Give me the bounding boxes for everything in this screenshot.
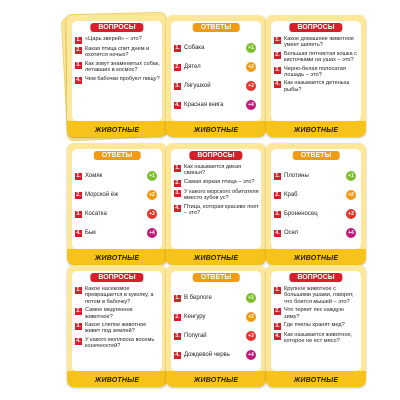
answer-item — [174, 76, 259, 95]
question-text: У какого морского обитателя вместо зубов ус? — [184, 188, 259, 202]
question-text: «Царь зверей» – это? — [85, 36, 142, 42]
card-category-label: ЖИВОТНЫЕ — [293, 127, 339, 134]
item-number-badge: 1. — [76, 172, 81, 179]
answer-text: Лягушкой — [184, 82, 211, 89]
card-body — [72, 21, 162, 121]
question-text: Где пчелы хранят мед? — [284, 322, 345, 329]
question-text: У какого моллюска восемь конечностей? — [85, 336, 155, 350]
answer-item — [274, 166, 359, 185]
answer-item — [174, 326, 259, 345]
question-text: Как называется детеныш рыбы? — [284, 80, 350, 93]
item-number-badge: 3. — [76, 323, 81, 330]
card-category-label: ЖИВОТНЫЕ — [94, 255, 140, 262]
item-number-badge: 3. — [275, 210, 280, 217]
question-text: Крупное животное с большими ушами, говорят, что боится мышей – это? — [284, 286, 354, 305]
card-title: ОТВЕТЫ — [293, 151, 340, 160]
answer-list — [75, 166, 160, 242]
question-item — [274, 322, 359, 330]
answer-list — [174, 38, 259, 114]
item-number-badge: 4. — [275, 333, 280, 340]
item-number-badge: 2. — [275, 51, 280, 58]
card-body — [171, 271, 261, 371]
card-title: ВОПРОСЫ — [90, 23, 143, 32]
question-text: Чем бабочки пробуют пищу? — [85, 75, 160, 82]
score-badge: +2 — [346, 190, 356, 200]
item-number-badge: 1. — [76, 37, 81, 43]
item-number-badge: 3. — [175, 189, 180, 196]
card-body — [271, 21, 361, 121]
question-text: Как называется животное, которое не ест мясо? — [284, 332, 353, 345]
question-text: Какое слепое животное живет под землей? — [85, 322, 147, 335]
question-item — [274, 332, 359, 345]
item-number-badge: 4. — [275, 81, 280, 88]
question-item — [75, 36, 160, 44]
answer-list — [274, 166, 359, 242]
question-text: Черно-белая полосатая лошадь – это? — [284, 65, 346, 79]
question-item — [174, 204, 259, 217]
answer-text: Осел — [284, 229, 299, 236]
question-item — [75, 337, 160, 350]
answers-card — [166, 15, 266, 137]
card-body — [171, 21, 261, 121]
answer-text: Собака — [184, 44, 205, 51]
item-number-badge: 4. — [175, 101, 180, 108]
questions-card — [67, 15, 167, 137]
card-body — [72, 271, 162, 371]
question-item — [174, 179, 259, 187]
question-text: Что теряет пес каждую зиму? — [284, 307, 344, 320]
answers-card — [67, 143, 167, 265]
item-number-badge: 3. — [275, 66, 280, 73]
score-badge: +1 — [147, 171, 157, 181]
item-number-badge: 2. — [76, 47, 81, 53]
card-body — [72, 149, 162, 249]
questions-card — [266, 15, 366, 137]
score-badge: +3 — [346, 209, 356, 219]
question-item — [274, 286, 359, 305]
question-text: Большая пятнистая кошка с кисточками на ушах – это? — [284, 50, 357, 64]
card-title: ВОПРОСЫ — [90, 273, 143, 282]
answer-item — [174, 57, 259, 76]
answer-item — [274, 185, 359, 204]
item-number-badge: 4. — [76, 229, 81, 236]
answer-text: Броненосец — [284, 210, 318, 217]
questions-card — [166, 143, 266, 265]
score-badge: +4 — [147, 228, 157, 238]
score-badge: +4 — [246, 100, 256, 110]
item-number-badge: 4. — [175, 351, 180, 358]
question-item — [75, 61, 160, 74]
answer-text: Попугай — [184, 332, 207, 339]
question-item — [75, 286, 160, 305]
card-category-label: ЖИВОТНЫЕ — [293, 255, 339, 262]
card-category-label: ЖИВОТНЫЕ — [193, 377, 239, 384]
question-item — [274, 51, 359, 64]
item-number-badge: 3. — [76, 61, 81, 68]
questions-card — [266, 265, 366, 387]
item-number-badge: 4. — [175, 204, 180, 211]
question-text: Какое насекомое превращается в куколку, а потом в бабочку? — [85, 286, 154, 305]
answer-list — [174, 288, 259, 364]
card-category-label: ЖИВОТНЫЕ — [94, 127, 140, 134]
question-item — [274, 80, 359, 93]
card-title: ОТВЕТЫ — [94, 151, 141, 160]
answer-text: Дятел — [184, 63, 201, 70]
item-number-badge: 1. — [175, 44, 180, 51]
score-badge: +2 — [147, 190, 157, 200]
score-badge: +2 — [246, 312, 256, 322]
question-item — [75, 46, 160, 59]
item-number-badge: 3. — [76, 210, 81, 217]
item-number-badge: 2. — [175, 63, 180, 70]
score-badge: +4 — [246, 350, 256, 360]
question-item — [75, 322, 160, 335]
answer-text: Краб — [284, 191, 298, 198]
question-text: Самое медленное животное? — [85, 307, 133, 320]
item-number-badge: 1. — [275, 287, 280, 293]
item-number-badge: 2. — [175, 313, 180, 320]
question-text: Как зовут знаменитых собак, летавших в космос? — [85, 60, 160, 74]
score-badge: +1 — [246, 43, 256, 53]
answer-text: Морской ёж — [85, 191, 119, 198]
card-category-label: ЖИВОТНЫЕ — [193, 127, 239, 134]
item-number-badge: 1. — [76, 287, 81, 293]
card-category-label: ЖИВОТНЫЕ — [293, 377, 339, 384]
card-title: ВОПРОСЫ — [289, 23, 342, 32]
answer-item — [274, 223, 359, 242]
score-badge: +3 — [246, 331, 256, 341]
question-text: Как называется дикая свинья? — [184, 164, 242, 177]
question-item — [274, 66, 359, 79]
item-number-badge: 1. — [275, 37, 280, 43]
question-text: Самая зоркая птица – это? — [184, 178, 255, 185]
item-number-badge: 2. — [275, 191, 280, 198]
card-body — [271, 149, 361, 249]
score-badge: +2 — [246, 62, 256, 72]
answer-item — [75, 204, 160, 223]
question-list — [75, 36, 160, 86]
item-number-badge: 4. — [275, 229, 280, 236]
answer-item — [174, 38, 259, 57]
question-item — [75, 307, 160, 320]
answer-item — [75, 166, 160, 185]
card-body — [171, 149, 261, 249]
questions-card — [67, 265, 167, 387]
item-number-badge: 2. — [76, 191, 81, 198]
question-item — [274, 36, 359, 49]
answer-item — [174, 307, 259, 326]
answers-card — [166, 265, 266, 387]
score-badge: +3 — [147, 209, 157, 219]
item-number-badge: 3. — [175, 332, 180, 339]
card-title: ВОПРОСЫ — [189, 151, 242, 160]
item-number-badge: 2. — [275, 308, 280, 315]
question-text: Птица, которая красиво поет – это? — [184, 203, 259, 217]
question-text: Какое домашнее животное умеет шипеть? — [284, 36, 354, 49]
question-item — [75, 76, 160, 84]
card-title: ОТВЕТЫ — [193, 273, 240, 282]
item-number-badge: 1. — [175, 165, 180, 171]
card-title: ОТВЕТЫ — [193, 23, 240, 32]
answers-card — [266, 143, 366, 265]
item-number-badge: 3. — [275, 323, 280, 330]
card-body — [271, 271, 361, 371]
answer-item — [174, 288, 259, 307]
answer-text: Хомяк — [85, 172, 103, 179]
item-number-badge: 1. — [275, 172, 280, 179]
item-number-badge: 2. — [175, 179, 180, 186]
card-title: ВОПРОСЫ — [289, 273, 342, 282]
answer-item — [174, 345, 259, 364]
answer-item — [75, 185, 160, 204]
item-number-badge: 4. — [76, 76, 81, 83]
question-item — [174, 189, 259, 202]
answer-text: Красная книга — [184, 101, 224, 108]
question-list — [75, 286, 160, 352]
question-item — [174, 164, 259, 177]
item-number-badge: 1. — [175, 294, 180, 301]
item-number-badge: 2. — [76, 308, 81, 315]
answer-item — [274, 204, 359, 223]
question-item — [274, 307, 359, 320]
question-text: Какая птица спит днем и охотится ночью? — [85, 46, 150, 59]
score-badge: +3 — [246, 81, 256, 91]
item-number-badge: 3. — [175, 82, 180, 89]
score-badge: +1 — [346, 171, 356, 181]
answer-text: Плотины — [284, 172, 309, 179]
card-category-label: ЖИВОТНЫЕ — [94, 377, 140, 384]
question-list — [174, 164, 259, 218]
answer-text: Дождевой червь — [184, 351, 230, 358]
item-number-badge: 4. — [76, 337, 81, 344]
question-list — [274, 36, 359, 95]
answer-item — [75, 223, 160, 242]
score-badge: +4 — [346, 228, 356, 238]
answer-text: Бык — [85, 229, 96, 236]
score-badge: +1 — [246, 293, 256, 303]
question-list — [274, 286, 359, 347]
answer-item — [174, 95, 259, 114]
answer-text: Косатка — [85, 210, 107, 217]
answer-text: В берлоге — [184, 294, 212, 301]
answer-text: Кенгуру — [184, 313, 206, 320]
card-category-label: ЖИВОТНЫЕ — [193, 255, 239, 262]
